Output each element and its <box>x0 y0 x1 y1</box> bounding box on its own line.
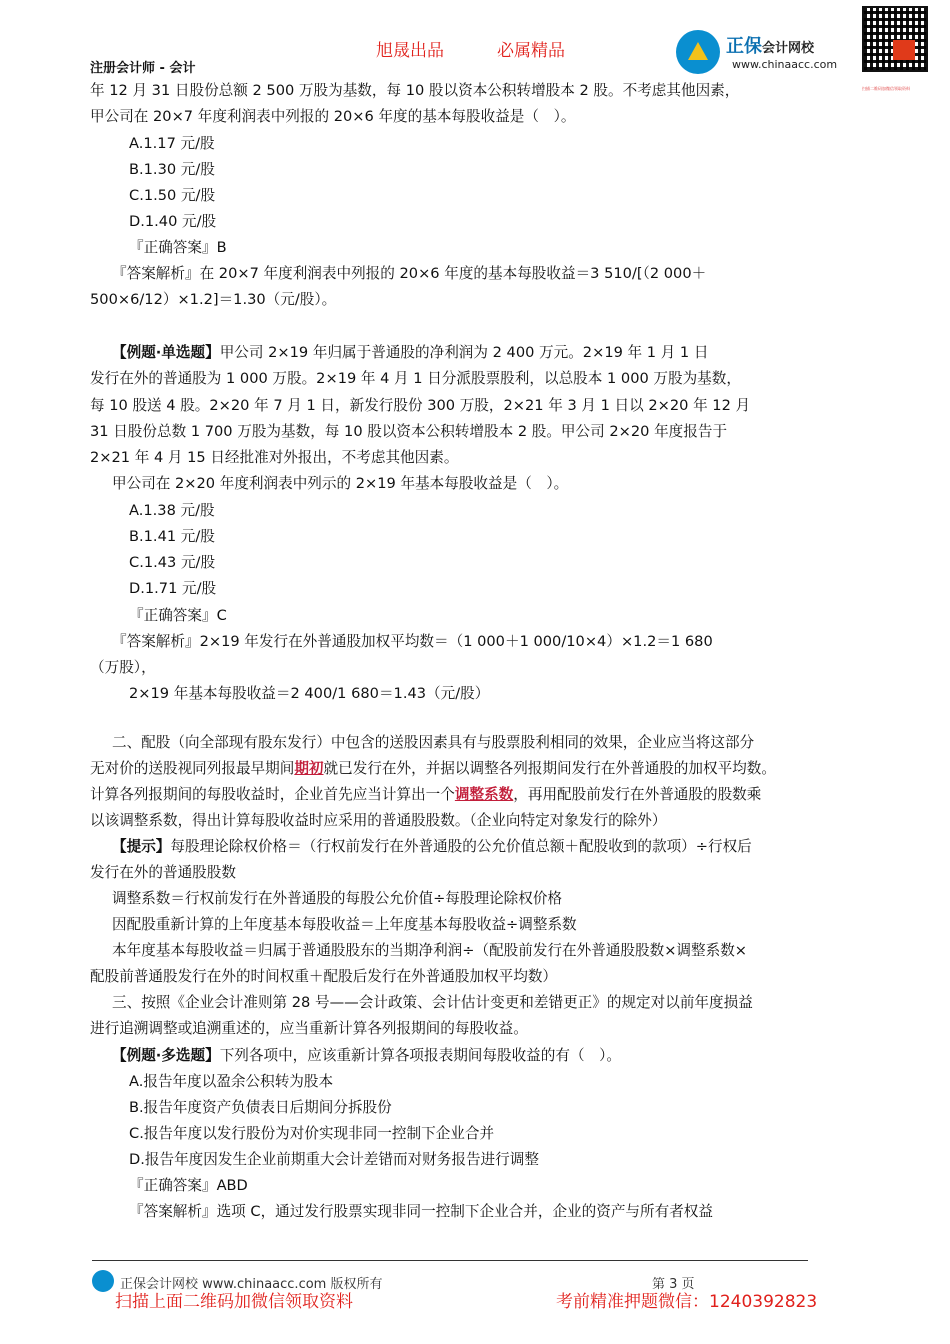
answer-explanation: 『答案解析』2×19 年发行在外普通股加权平均数＝（1 000＋1 000/10×4）×1.2＝1 680 <box>112 633 713 650</box>
qr-code-icon <box>862 6 928 72</box>
formula-line: 因配股重新计算的上年度基本每股收益＝上年度基本每股收益÷调整系数 <box>112 916 577 933</box>
text-line: 2×21 年 4 月 15 日经批准对外报出，不考虑其他因素。 <box>90 449 459 466</box>
option-a: A.1.38 元/股 <box>129 502 215 519</box>
formula-line: 调整系数＝行权前发行在外普通股的每股公允价值÷每股理论除权价格 <box>112 890 563 907</box>
answer-explanation-cont: 500×6/12）×1.2]＝1.30（元/股）。 <box>90 291 337 308</box>
text-line: 年 12 月 31 日股份总额 2 500 万股为基数，每 10 股以资本公积转增股本 2 股。不考虑其他因素， <box>90 82 740 99</box>
logo-circle-icon <box>676 30 720 74</box>
keyword-period-start: 期初 <box>294 760 324 777</box>
footer-divider <box>92 1260 808 1261</box>
section-three-para: 三、按照《企业会计准则第 28 号——会计政策、会计估计变更和差错更正》的规定对以前年度损益 <box>112 994 753 1011</box>
logo-name: 正保会计网校 <box>726 36 815 57</box>
answer-explanation: 『答案解析』在 20×7 年度利润表中列报的 20×6 年度的基本每股收益＝3 510/[（2 000＋ <box>112 265 707 282</box>
option-c: C.报告年度以发行股份为对价实现非同一控制下企业合并 <box>129 1125 495 1142</box>
text-line: 进行追溯调整或追溯重述的，应当重新计算各列报期间的每股收益。 <box>90 1020 528 1037</box>
answer-explanation-cont: （万股）， <box>90 659 156 676</box>
option-b: B.1.30 元/股 <box>129 161 215 178</box>
example-single-choice: 【例题·单选题】甲公司 2×19 年归属于普通股的净利润为 2 400 万元。2×19 年 1 月 1 日 <box>112 344 709 361</box>
formula-line: 本年度基本每股收益＝归属于普通股股东的当期净利润÷（配股前发行在外普通股股数×调整系数× <box>112 942 748 959</box>
option-d: D.报告年度因发生企业前期重大会计差错而对财务报告进行调整 <box>129 1151 539 1168</box>
qr-center-badge <box>893 40 915 60</box>
keyword-adjust-factor: 调整系数 <box>454 786 514 803</box>
option-d: D.1.71 元/股 <box>129 580 217 597</box>
tip: 【提示】每股理论除权价格＝（行权前发行在外普通股的公允价值总额＋配股收到的款项）÷行权后 <box>112 838 752 855</box>
text-line: 发行在外的普通股为 1 000 万股。2×19 年 4 月 1 日分派股票股利，以总股本 1 000 万股为基数， <box>90 370 741 387</box>
formula-line: 配股前普通股发行在外的时间权重＋配股后发行在外普通股加权平均数） <box>90 968 558 985</box>
example-multi-choice: 【例题·多选题】下列各项中，应该重新计算各项报表期间每股收益的有（ ）。 <box>112 1047 622 1064</box>
text-line: 31 日股份总数 1 700 万股为基数，每 10 股以资本公积转增股本 2 股。甲公司 2×20 年度报告于 <box>90 423 728 440</box>
correct-answer: 『正确答案』ABD <box>129 1177 248 1194</box>
correct-answer: 『正确答案』B <box>129 239 227 256</box>
option-a: A.1.17 元/股 <box>129 135 215 152</box>
answer-explanation-cont: 2×19 年基本每股收益＝2 400/1 680＝1.43（元/股） <box>129 685 490 702</box>
footer-logo-icon <box>92 1270 114 1292</box>
header-slogan-right: 必属精品 <box>497 41 565 61</box>
promo-left: 扫描上面二维码加微信领取资料 <box>115 1292 353 1312</box>
promo-right: 考前精准押题微信：1240392823 <box>556 1292 818 1312</box>
answer-explanation: 『答案解析』选项 C，通过发行股票实现非同一控制下企业合并，企业的资产与所有者权益 <box>129 1203 713 1220</box>
qr-caption: 扫描二维码加微信领取资料 <box>862 86 910 91</box>
question-stem: 甲公司在 2×20 年度利润表中列示的 2×19 年基本每股收益是（ ）。 <box>112 475 569 492</box>
option-a: A.报告年度以盈余公积转为股本 <box>129 1073 334 1090</box>
text-line: 计算各列报期间的每股收益时，企业首先应当计算出一个调整系数，再用配股前发行在外普通股的股数乘 <box>90 786 762 803</box>
text-line: 每 10 股送 4 股。2×20 年 7 月 1 日，新发行股份 300 万股，2×21 年 3 月 1 日以 2×20 年 12 月 <box>90 397 751 414</box>
footer-copyright: 正保会计网校 www.chinaacc.com 版权所有 <box>120 1277 383 1292</box>
option-c: C.1.43 元/股 <box>129 554 216 571</box>
page-number: 第 3 页 <box>652 1277 695 1292</box>
text-line: 发行在外的普通股股数 <box>90 864 236 881</box>
section-two-para: 二、配股（向全部现有股东发行）中包含的送股因素具有与股票股利相同的效果，企业应当将这部分 <box>112 734 755 751</box>
correct-answer: 『正确答案』C <box>129 607 227 624</box>
text-line: 无对价的送股视同列报最早期间期初就已发行在外，并据以调整各列报期间发行在外普通股的加权平均数。 <box>90 760 776 777</box>
header-slogan-left: 旭晟出品 <box>376 41 444 61</box>
option-b: B.1.41 元/股 <box>129 528 215 545</box>
text-line: 以该调整系数，得出计算每股收益时应采用的普通股股数。（企业向特定对象发行的除外） <box>90 812 667 829</box>
option-d: D.1.40 元/股 <box>129 213 217 230</box>
logo-url: www.chinaacc.com <box>732 58 838 71</box>
option-c: C.1.50 元/股 <box>129 187 216 204</box>
course-title: 注册会计师 - 会计 <box>90 61 196 76</box>
chinaacc-logo <box>676 28 860 76</box>
text-line: 甲公司在 20×7 年度利润表中列报的 20×6 年度的基本每股收益是（ ）。 <box>90 108 576 125</box>
option-b: B.报告年度资产负债表日后期间分拆股份 <box>129 1099 392 1116</box>
